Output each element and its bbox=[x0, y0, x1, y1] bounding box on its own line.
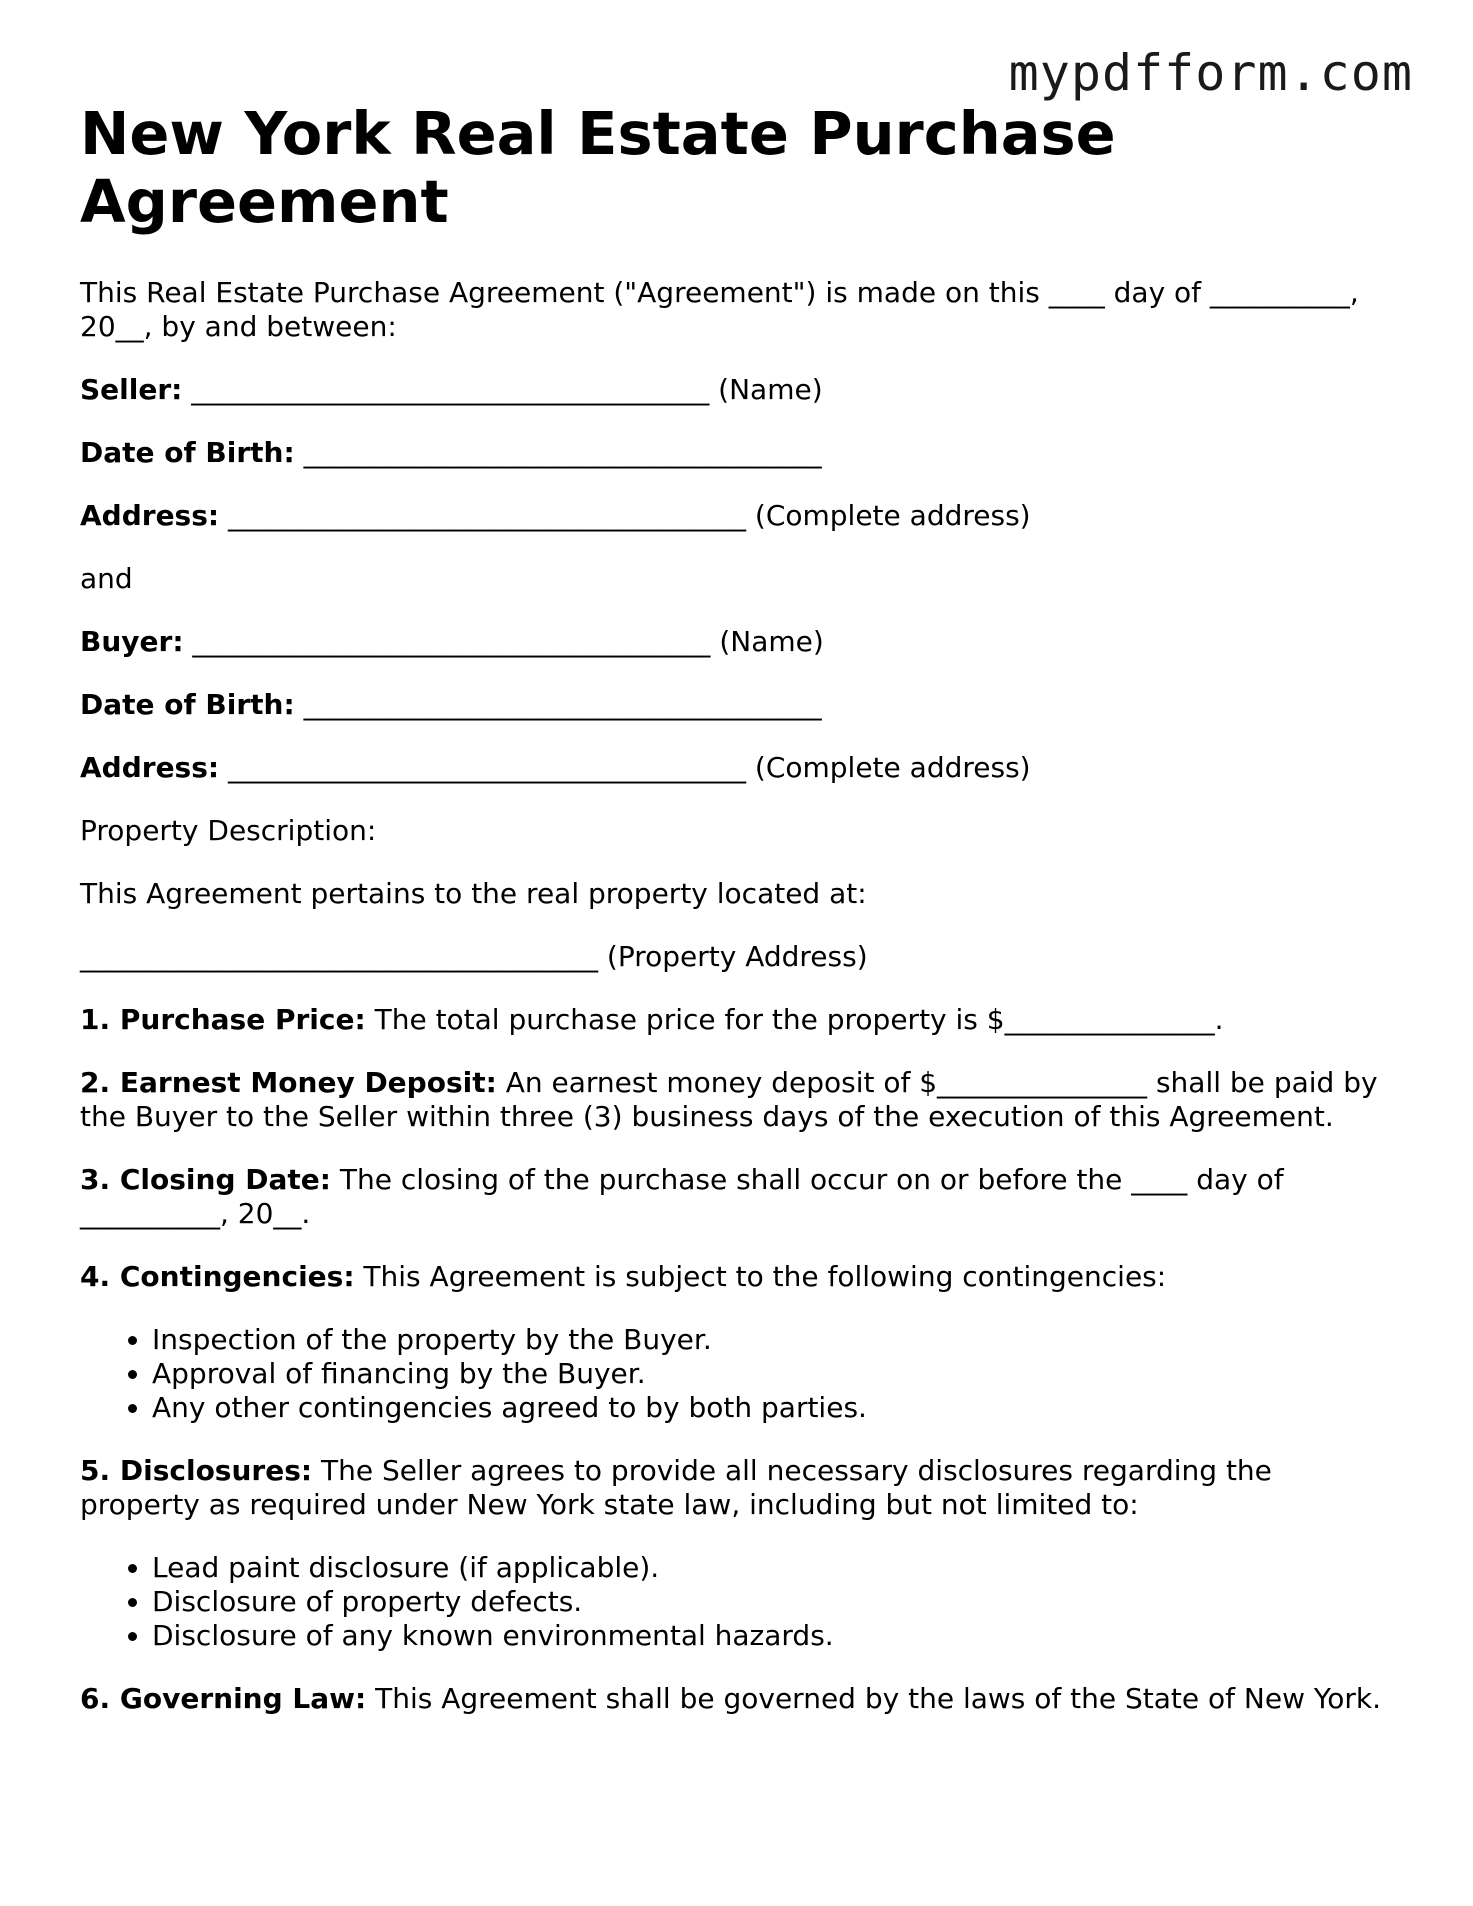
buyer-dob-line bbox=[80, 688, 1400, 722]
property-pertains-text: This Agreement pertains to the real property located at: bbox=[80, 877, 867, 910]
section-governing-law bbox=[80, 1682, 1400, 1716]
seller-label: Seller: bbox=[80, 373, 183, 406]
seller-address-line bbox=[80, 499, 1400, 533]
seller-name-field: _____________________________________ (Name) bbox=[182, 373, 823, 406]
intro-paragraph: This Real Estate Purchase Agreement ("Agreement") is made on this ____ day of __________, 20__, by and between: bbox=[80, 276, 1359, 343]
section-text: The closing of the purchase shall occur on or before the ____ day of __________, 20__. bbox=[80, 1163, 1284, 1230]
list-item: • Inspection of the property by the Buyer. bbox=[152, 1323, 1400, 1357]
seller-address-label: Address: bbox=[80, 499, 220, 532]
section-label: 2. Earnest Money Deposit: bbox=[80, 1066, 497, 1099]
buyer-dob-label: Date of Birth: bbox=[80, 688, 295, 721]
section-label: 4. Contingencies: bbox=[80, 1260, 355, 1293]
page-title: New York Real Estate Purchase Agreement bbox=[80, 99, 1116, 236]
list-item: • Disclosure of property defects. bbox=[152, 1585, 1400, 1619]
buyer-label: Buyer: bbox=[80, 625, 184, 658]
section-label: 6. Governing Law: bbox=[80, 1682, 367, 1715]
section-closing-date bbox=[80, 1163, 1400, 1231]
list-item: • Approval of financing by the Buyer. bbox=[152, 1357, 1400, 1391]
list-item: • Any other contingencies agreed to by both parties. bbox=[152, 1391, 1400, 1425]
disclosures-list bbox=[80, 1551, 1400, 1653]
section-purchase-price bbox=[80, 1003, 1400, 1037]
section-text: The Seller agrees to provide all necessary disclosures regarding the property as required under New York state law, including but not limited to: bbox=[80, 1454, 1272, 1521]
seller-address-field: _____________________________________ (Complete address) bbox=[219, 499, 1031, 532]
buyer-dob-field: _____________________________________ bbox=[294, 688, 822, 721]
buyer-name-field: _____________________________________ (Name) bbox=[183, 625, 824, 658]
watermark: mypdfform.com bbox=[1008, 44, 1413, 102]
buyer-address-line bbox=[80, 751, 1400, 785]
section-label: 5. Disclosures: bbox=[80, 1454, 313, 1487]
section-text: This Agreement shall be governed by the laws of the State of New York. bbox=[366, 1682, 1382, 1715]
buyer-address-field: _____________________________________ (Complete address) bbox=[219, 751, 1031, 784]
seller-dob-line bbox=[80, 436, 1400, 470]
section-text: An earnest money deposit of $_______________ shall be paid by the Buyer to the Seller within three (3) business days of the execution of this Agreement. bbox=[80, 1066, 1378, 1133]
document-body bbox=[80, 100, 1400, 1745]
list-item: • Lead paint disclosure (if applicable). bbox=[152, 1551, 1400, 1585]
property-address-line: _____________________________________ (Property Address) bbox=[80, 940, 868, 973]
buyer-address-label: Address: bbox=[80, 751, 220, 784]
section-contingencies bbox=[80, 1260, 1400, 1294]
section-label: 1. Purchase Price: bbox=[80, 1003, 366, 1036]
section-earnest-money bbox=[80, 1066, 1400, 1134]
list-item: • Disclosure of any known environmental hazards. bbox=[152, 1619, 1400, 1653]
seller-name-line bbox=[80, 373, 1400, 407]
section-disclosures bbox=[80, 1454, 1400, 1522]
section-text: This Agreement is subject to the following contingencies: bbox=[354, 1260, 1167, 1293]
contingencies-list bbox=[80, 1323, 1400, 1425]
seller-dob-field: _____________________________________ bbox=[294, 436, 822, 469]
section-label: 3. Closing Date: bbox=[80, 1163, 331, 1196]
property-description-heading: Property Description: bbox=[80, 814, 377, 847]
seller-dob-label: Date of Birth: bbox=[80, 436, 295, 469]
section-text: The total purchase price for the property is $_______________. bbox=[365, 1003, 1224, 1036]
buyer-name-line bbox=[80, 625, 1400, 659]
and-text: and bbox=[80, 562, 133, 595]
